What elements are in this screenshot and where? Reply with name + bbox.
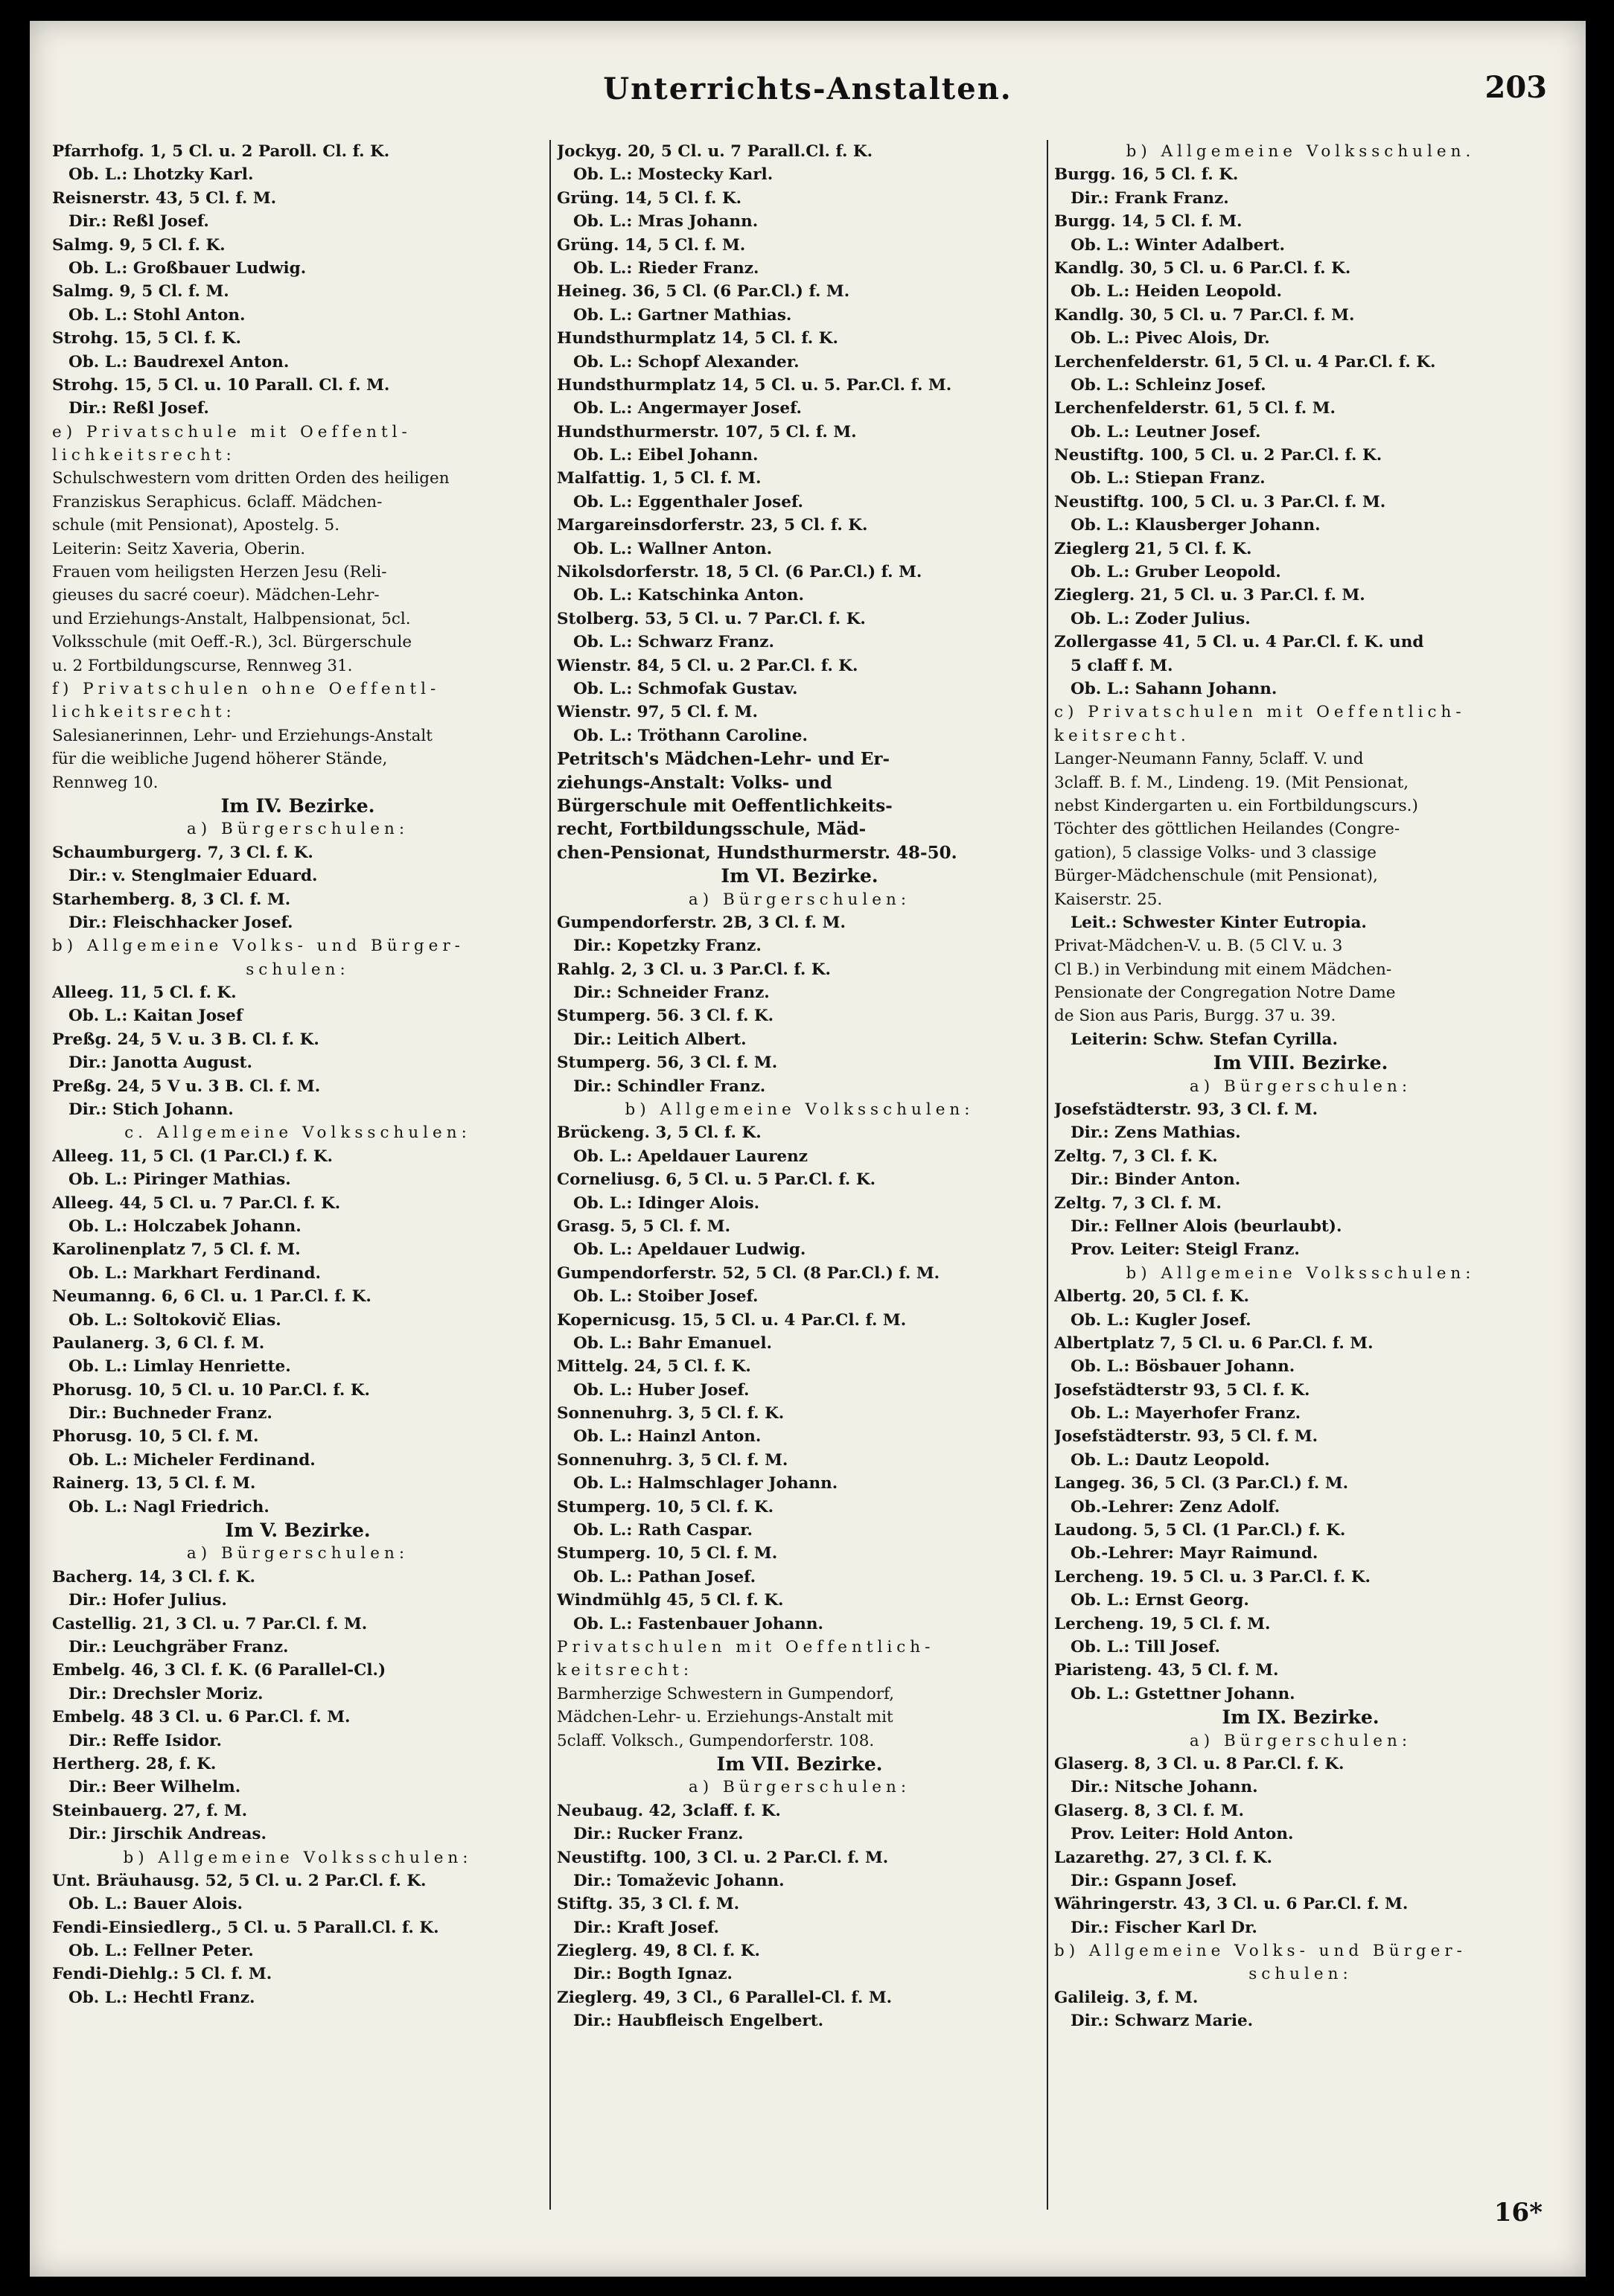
entry-line: gieuses du sacré coeur). Mädchen-Lehr-: [52, 586, 380, 605]
entry-line: Dir.: Buchneder Franz.: [68, 1404, 272, 1423]
entry-line: Dir.: Frank Franz.: [1071, 188, 1229, 208]
entry-line: Dir.: Nitsche Johann.: [1071, 1778, 1258, 1797]
entry-line: Unt. Bräuhausg. 52, 5 Cl. u. 2 Par.Cl. f. K.: [52, 1871, 427, 1890]
entry-line: u. 2 Fortbildungscurse, Rennweg 31.: [52, 656, 353, 675]
entry-line: Rahlg. 2, 3 Cl. u. 3 Par.Cl. f. K.: [557, 960, 831, 979]
section-heading: schulen:: [1248, 1965, 1353, 1984]
entry-line: Ob. L.: Gstettner Johann.: [1071, 1684, 1295, 1703]
entry-line: und Erziehungs-Anstalt, Halbpensionat, 5cl.: [52, 609, 411, 628]
entry-line: Galileig. 3, f. M.: [1054, 1988, 1199, 2007]
entry-line: Ob. L.: Rath Caspar.: [573, 1521, 753, 1540]
entry-line: Ob. L.: Till Josef.: [1071, 1638, 1221, 1656]
entry-line: Grüng. 14, 5 Cl. f. M.: [557, 235, 746, 255]
entry-line: Dir.: Beer Wilhelm.: [68, 1778, 241, 1797]
entry-line: Ob. L.: Halmschlager Johann.: [573, 1474, 838, 1493]
entry-line: Gumpendorferstr. 52, 5 Cl. (8 Par.Cl.) f. M.: [557, 1263, 940, 1283]
entry-line: Bacherg. 14, 3 Cl. f. K.: [52, 1567, 256, 1587]
entry-line: Pfarrhofg. 1, 5 Cl. u. 2 Paroll. Cl. f. K.: [52, 142, 390, 161]
entry-line: Dir.: Zens Mathias.: [1071, 1123, 1241, 1143]
entry-line: Wienstr. 84, 5 Cl. u. 2 Par.Cl. f. K.: [557, 656, 858, 675]
entry-line: Ob. L.: Katschinka Anton.: [573, 586, 804, 605]
section-heading: c. Allgemeine Volksschulen:: [124, 1123, 471, 1143]
entry-line: Ob. L.: Mayerhofer Franz.: [1071, 1404, 1301, 1423]
entry-line: Ob. L.: Stoiber Josef.: [573, 1287, 759, 1307]
entry-line: Grasg. 5, 5 Cl. f. M.: [557, 1216, 731, 1236]
section-heading: b) Allgemeine Volksschulen.: [1126, 142, 1476, 161]
entry-line: ziehungs-Anstalt: Volks- und: [557, 772, 832, 793]
entry-line: Volksschule (mit Oeff.-R.), 3cl. Bürgerschule: [52, 633, 412, 652]
entry-line: Ob. L.: Soltokovič Elias.: [68, 1310, 281, 1330]
entry-line: Töchter des göttlichen Heilandes (Congre-: [1054, 820, 1400, 839]
entry-line: Alleeg. 44, 5 Cl. u. 7 Par.Cl. f. K.: [52, 1193, 341, 1213]
section-heading: b) Allgemeine Volksschulen:: [123, 1848, 473, 1867]
entry-line: Ob. L.: Dautz Leopold.: [1071, 1450, 1270, 1470]
entry-line: Ob. L.: Gartner Mathias.: [573, 305, 792, 325]
section-heading: b) Allgemeine Volks- und Bürger-: [1054, 1942, 1467, 1961]
entry-line: Barmherzige Schwestern in Gumpendorf,: [557, 1684, 895, 1703]
entry-line: Zieglerg. 21, 5 Cl. u. 3 Par.Cl. f. M.: [1054, 586, 1365, 605]
entry-line: Steinbauerg. 27, f. M.: [52, 1801, 248, 1820]
entry-line: Albertg. 20, 5 Cl. f. K.: [1054, 1287, 1250, 1307]
entry-line: Dir.: Binder Anton.: [1071, 1170, 1241, 1190]
entry-line: Ob. L.: Hechtl Franz.: [68, 1988, 255, 2007]
entry-line: Neustiftg. 100, 5 Cl. u. 3 Par.Cl. f. M.: [1054, 492, 1386, 511]
entry-line: Sonnenuhrg. 3, 5 Cl. f. M.: [557, 1450, 788, 1470]
column-1: [52, 140, 543, 2210]
entry-line: Lerchenfelderstr. 61, 5 Cl. f. M.: [1054, 399, 1336, 418]
entry-line: Corneliusg. 6, 5 Cl. u. 5 Par.Cl. f. K.: [557, 1170, 876, 1190]
entry-line: Paulanerg. 3, 6 Cl. f. M.: [52, 1333, 265, 1353]
entry-line: Ob. L.: Pivec Alois, Dr.: [1071, 329, 1270, 348]
entry-line: Lercheng. 19, 5 Cl. f. M.: [1054, 1614, 1271, 1633]
entry-line: Piaristeng. 43, 5 Cl. f. M.: [1054, 1661, 1279, 1680]
entry-line: Salmg. 9, 5 Cl. f. K.: [52, 235, 226, 255]
entry-line: Josefstädterstr. 93, 3 Cl. f. M.: [1054, 1100, 1318, 1120]
section-heading: keitsrecht:: [557, 1661, 694, 1680]
section-heading: a) Bürgerschulen:: [1189, 1731, 1412, 1750]
entry-line: Ob. L.: Winter Adalbert.: [1071, 235, 1286, 255]
entry-line: Dir.: Drechsler Moriz.: [68, 1684, 264, 1703]
entry-line: Ob. L.: Micheler Ferdinand.: [68, 1450, 316, 1470]
entry-line: Ob. L.: Wallner Anton.: [573, 539, 773, 558]
entry-line: Pensionate der Congregation Notre Dame: [1054, 983, 1396, 1003]
entry-line: Laudong. 5, 5 Cl. (1 Par.Cl.) f. K.: [1054, 1521, 1346, 1540]
entry-line: Dir.: Schneider Franz.: [573, 983, 770, 1003]
entry-line: Ob. L.: Markhart Ferdinand.: [68, 1263, 322, 1283]
entry-line: Zieglerg 21, 5 Cl. f. K.: [1054, 539, 1252, 558]
entry-line: Ob. L.: Bahr Emanuel.: [573, 1333, 772, 1353]
entry-line: Dir.: Gspann Josef.: [1071, 1871, 1237, 1890]
entry-line: Ob. L.: Huber Josef.: [573, 1380, 750, 1400]
entry-line: Ob. L.: Schwarz Franz.: [573, 633, 774, 652]
entry-line: Ob. L.: Eggenthaler Josef.: [573, 492, 803, 511]
entry-line: Burgg. 14, 5 Cl. f. M.: [1054, 212, 1243, 232]
entry-line: Ob. L.: Nagl Friedrich.: [68, 1497, 269, 1517]
entry-line: Ob. L.: Klausberger Johann.: [1071, 516, 1321, 535]
entry-line: Ob. L.: Mras Johann.: [573, 212, 759, 232]
entry-line: Franziskus Seraphicus. 6claff. Mädchen-: [52, 492, 383, 511]
section-heading: a) Bürgerschulen:: [688, 1778, 911, 1797]
entry-line: Ob. L.: Kugler Josef.: [1071, 1310, 1251, 1330]
entry-line: Castellig. 21, 3 Cl. u. 7 Par.Cl. f. M.: [52, 1614, 368, 1633]
entry-line: Heineg. 36, 5 Cl. (6 Par.Cl.) f. M.: [557, 282, 850, 302]
entry-line: Lerchenfelderstr. 61, 5 Cl. u. 4 Par.Cl. f. K.: [1054, 352, 1436, 371]
entry-line: Frauen vom heiligsten Herzen Jesu (Reli-: [52, 563, 387, 582]
entry-line: Ob. L.: Schmofak Gustav.: [573, 679, 798, 698]
entry-line: Ob. L.: Bauer Alois.: [68, 1895, 243, 1914]
entry-line: Dir.: Fleischhacker Josef.: [68, 913, 293, 932]
column-3: [1047, 140, 1547, 2210]
entry-line: Gumpendorferstr. 2B, 3 Cl. f. M.: [557, 913, 846, 932]
entry-line: Zeltg. 7, 3 Cl. f. M.: [1054, 1193, 1222, 1213]
entry-line: Ob. L.: Sahann Johann.: [1071, 679, 1278, 698]
entry-line: Neubaug. 42, 3claff. f. K.: [557, 1801, 781, 1820]
entry-line: Salesianerinnen, Lehr- und Erziehungs-Anstalt: [52, 726, 433, 745]
section-heading: f) Privatschulen ohne Oeffentl-: [52, 679, 441, 698]
district-heading: Im VIII. Bezirke.: [1213, 1052, 1388, 1074]
section-heading: b) Allgemeine Volks- und Bürger-: [52, 937, 465, 956]
district-heading: Im VI. Bezirke.: [721, 865, 878, 887]
entry-line: Margareinsdorferstr. 23, 5 Cl. f. K.: [557, 516, 868, 535]
section-heading: Privatschulen mit Oeffentlich-: [557, 1638, 935, 1656]
entry-line: Brückeng. 3, 5 Cl. f. K.: [557, 1123, 762, 1143]
entry-line: Ob. L.: Mostecky Karl.: [573, 165, 773, 185]
entry-line: Schaumburgerg. 7, 3 Cl. f. K.: [52, 843, 313, 862]
entry-line: Kaiserstr. 25.: [1054, 890, 1163, 909]
entry-line: Malfattig. 1, 5 Cl. f. M.: [557, 469, 762, 488]
entry-line: nebst Kindergarten u. ein Fortbildungscurs.): [1054, 796, 1418, 815]
entry-line: Ob. L.: Holczabek Johann.: [68, 1216, 302, 1236]
entry-line: Kopernicusg. 15, 5 Cl. u. 4 Par.Cl. f. M.: [557, 1310, 907, 1330]
entry-line: Ob. L.: Pathan Josef.: [573, 1567, 756, 1587]
entry-line: Embelg. 48 3 Cl. u. 6 Par.Cl. f. M.: [52, 1708, 351, 1727]
section-heading: lichkeitsrecht:: [52, 446, 236, 465]
entry-line: Ob. L.: Angermayer Josef.: [573, 399, 803, 418]
entry-line: Dir.: Hofer Julius.: [68, 1591, 227, 1610]
entry-line: Jockyg. 20, 5 Cl. u. 7 Parall.Cl. f. K.: [557, 142, 873, 161]
entry-line: Fendi-Diehlg.: 5 Cl. f. M.: [52, 1965, 272, 1984]
column-2: [549, 140, 1042, 2210]
entry-line: Mädchen-Lehr- u. Erziehungs-Anstalt mit: [557, 1708, 893, 1727]
page-title: Unterrichts-Anstalten.: [603, 71, 1012, 106]
page-number: 203: [1484, 70, 1547, 105]
entry-line: Hertherg. 28, f. K.: [52, 1754, 217, 1773]
entry-line: Dir.: Jirschik Andreas.: [68, 1825, 267, 1844]
entry-line: Zeltg. 7, 3 Cl. f. K.: [1054, 1147, 1218, 1166]
entry-line: chen-Pensionat, Hundsthurmerstr. 48-50.: [557, 842, 957, 863]
entry-line: Dir.: Schindler Franz.: [573, 1077, 766, 1096]
entry-line: Dir.: Reffe Isidor.: [68, 1731, 222, 1750]
entry-line: Langeg. 36, 5 Cl. (3 Par.Cl.) f. M.: [1054, 1474, 1349, 1493]
entry-line: Kandlg. 30, 5 Cl. u. 7 Par.Cl. f. M.: [1054, 305, 1355, 325]
entry-line: Embelg. 46, 3 Cl. f. K. (6 Parallel-Cl.): [52, 1661, 386, 1680]
entry-line: Grüng. 14, 5 Cl. f. K.: [557, 188, 742, 208]
entry-line: Hundsthurmplatz 14, 5 Cl. f. K.: [557, 329, 838, 348]
entry-line: Dir.: Schwarz Marie.: [1071, 2012, 1254, 2031]
entry-line: Josefstädterstr 93, 5 Cl. f. K.: [1054, 1380, 1310, 1400]
entry-line: Hundsthurmplatz 14, 5 Cl. u. 5. Par.Cl. f. M.: [557, 375, 952, 395]
entry-line: Ob. L.: Idinger Alois.: [573, 1193, 760, 1213]
entry-line: Dir.: Haubfleisch Engelbert.: [573, 2012, 824, 2031]
entry-line: Dir.: Stich Johann.: [68, 1100, 234, 1120]
entry-line: Petritsch's Mädchen-Lehr- und Er-: [557, 749, 890, 770]
entry-line: Cl B.) in Verbindung mit einem Mädchen-: [1054, 960, 1392, 979]
entry-line: Fendi-Einsiedlerg., 5 Cl. u. 5 Parall.Cl. f. K.: [52, 1918, 439, 1937]
entry-line: Zieglerg. 49, 3 Cl., 6 Parallel-Cl. f. M.: [557, 1988, 893, 2007]
entry-line: Nikolsdorferstr. 18, 5 Cl. (6 Par.Cl.) f. M.: [557, 563, 922, 582]
document-page: [30, 21, 1586, 2277]
section-heading: schulen:: [246, 960, 350, 979]
entry-line: Ob. L.: Schleinz Josef.: [1071, 375, 1266, 395]
entry-line: Mittelg. 24, 5 Cl. f. K.: [557, 1357, 751, 1377]
entry-line: Ob. L.: Gruber Leopold.: [1071, 563, 1281, 582]
entry-line: Dir.: Tomaževic Johann.: [573, 1871, 785, 1890]
entry-line: Lercheng. 19. 5 Cl. u. 3 Par.Cl. f. K.: [1054, 1567, 1371, 1587]
entry-line: Ob. L.: Fastenbauer Johann.: [573, 1614, 824, 1633]
district-heading: Im IV. Bezirke.: [220, 794, 375, 817]
entry-line: Rainerg. 13, 5 Cl. f. M.: [52, 1474, 256, 1493]
entry-line: Burgg. 16, 5 Cl. f. K.: [1054, 165, 1239, 185]
entry-line: Windmühlg 45, 5 Cl. f. K.: [557, 1591, 784, 1610]
entry-line: Prov. Leiter: Hold Anton.: [1071, 1825, 1294, 1844]
entry-line: Ob. L.: Hainzl Anton.: [573, 1427, 762, 1447]
entry-line: Ob. L.: Limlay Henriette.: [68, 1357, 291, 1377]
entry-line: Alleeg. 11, 5 Cl. (1 Par.Cl.) f. K.: [52, 1147, 333, 1166]
entry-line: Langer-Neumann Fanny, 5claff. V. und: [1054, 750, 1364, 769]
signature-mark: 16*: [1493, 2198, 1543, 2228]
entry-line: Ob. L.: Baudrexel Anton.: [68, 352, 290, 371]
entry-line: Stiftg. 35, 3 Cl. f. M.: [557, 1895, 740, 1914]
section-heading: a) Bürgerschulen:: [186, 820, 409, 839]
entry-line: Ob. L.: Bösbauer Johann.: [1071, 1357, 1295, 1377]
entry-line: 3claff. B. f. M., Lindeng. 19. (Mit Pensionat,: [1054, 773, 1409, 792]
entry-line: Dir.: Rucker Franz.: [573, 1825, 744, 1844]
entry-line: Dir.: Janotta August.: [68, 1053, 252, 1073]
entry-line: Neumanng. 6, 6 Cl. u. 1 Par.Cl. f. K.: [52, 1287, 371, 1307]
entry-line: Zollergasse 41, 5 Cl. u. 4 Par.Cl. f. K. und: [1054, 633, 1424, 652]
entry-line: Dir.: Reßl Josef.: [68, 212, 209, 232]
entry-line: Stumperg. 56. 3 Cl. f. K.: [557, 1007, 774, 1026]
entry-line: Reisnerstr. 43, 5 Cl. f. M.: [52, 188, 277, 208]
entry-line: Glaserg. 8, 3 Cl. u. 8 Par.Cl. f. K.: [1054, 1754, 1345, 1773]
entry-line: Sonnenuhrg. 3, 5 Cl. f. K.: [557, 1404, 785, 1423]
entry-line: Dir.: Bogth Ignaz.: [573, 1965, 733, 1984]
section-heading: b) Allgemeine Volksschulen:: [625, 1100, 975, 1120]
entry-line: Ob. L.: Heiden Leopold.: [1071, 282, 1282, 302]
section-heading: e) Privatschule mit Oeffentl-: [52, 422, 412, 441]
entry-line: Phorusg. 10, 5 Cl. u. 10 Par.Cl. f. K.: [52, 1380, 371, 1400]
entry-line: Ob. L.: Schopf Alexander.: [573, 352, 800, 371]
entry-line: Ob. L.: Stiepan Franz.: [1071, 469, 1266, 488]
entry-line: Phorusg. 10, 5 Cl. f. M.: [52, 1427, 259, 1447]
entry-line: Ob. L.: Stohl Anton.: [68, 305, 246, 325]
entry-line: Kandlg. 30, 5 Cl. u. 6 Par.Cl. f. K.: [1054, 258, 1351, 278]
entry-line: Ob. L.: Zoder Julius.: [1071, 609, 1251, 628]
entry-line: Alleeg. 11, 5 Cl. f. K.: [52, 983, 237, 1003]
entry-line: Bürgerschule mit Oeffentlichkeits-: [557, 795, 893, 816]
entry-line: Ob.-Lehrer: Zenz Adolf.: [1071, 1497, 1280, 1517]
entry-line: Lazarethg. 27, 3 Cl. f. K.: [1054, 1848, 1272, 1867]
entry-line: Ob. L.: Apeldauer Ludwig.: [573, 1240, 806, 1260]
entry-line: Albertplatz 7, 5 Cl. u. 6 Par.Cl. f. M.: [1054, 1333, 1374, 1353]
entry-line: Dir.: Reßl Josef.: [68, 399, 209, 418]
entry-line: Hundsthurmerstr. 107, 5 Cl. f. M.: [557, 422, 857, 441]
section-heading: a) Bürgerschulen:: [688, 890, 911, 909]
entry-line: Stumperg. 10, 5 Cl. f. K.: [557, 1497, 774, 1517]
entry-line: de Sion aus Paris, Burgg. 37 u. 39.: [1054, 1007, 1336, 1026]
entry-line: recht, Fortbildungsschule, Mäd-: [557, 819, 867, 840]
entry-line: Ob. L.: Großbauer Ludwig.: [68, 258, 307, 278]
entry-line: Preßg. 24, 5 V u. 3 B. Cl. f. M.: [52, 1077, 321, 1096]
entry-line: Josefstädterstr. 93, 5 Cl. f. M.: [1054, 1427, 1318, 1447]
entry-line: Strohg. 15, 5 Cl. f. K.: [52, 329, 241, 348]
entry-line: Leit.: Schwester Kinter Eutropia.: [1071, 913, 1367, 932]
section-heading: c) Privatschulen mit Oeffentlich-: [1054, 703, 1466, 722]
entry-line: Ob. L.: Tröthann Caroline.: [573, 726, 808, 745]
entry-line: Salmg. 9, 5 Cl. f. M.: [52, 282, 229, 302]
entry-line: Ob. L.: Ernst Georg.: [1071, 1591, 1249, 1610]
entry-line: Ob. L.: Apeldauer Laurenz: [573, 1147, 808, 1166]
entry-line: Neustiftg. 100, 5 Cl. u. 2 Par.Cl. f. K.: [1054, 446, 1382, 465]
entry-line: Leiterin: Seitz Xaveria, Oberin.: [52, 539, 306, 558]
entry-line: Neustiftg. 100, 3 Cl. u. 2 Par.Cl. f. M.: [557, 1848, 889, 1867]
entry-line: 5claff. Volksch., Gumpendorferstr. 108.: [557, 1731, 875, 1750]
entry-line: schule (mit Pensionat), Apostelg. 5.: [52, 516, 340, 535]
entry-line: Stumperg. 10, 5 Cl. f. M.: [557, 1544, 778, 1563]
section-heading: a) Bürgerschulen:: [186, 1544, 409, 1563]
entry-line: Ob. L.: Piringer Mathias.: [68, 1170, 291, 1190]
district-heading: Im V. Bezirke.: [225, 1519, 371, 1542]
entry-line: Ob. L.: Rieder Franz.: [573, 258, 759, 278]
entry-line: Karolinenplatz 7, 5 Cl. f. M.: [52, 1240, 301, 1260]
entry-line: Ob. L.: Kaitan Josef: [68, 1007, 243, 1026]
district-heading: Im IX. Bezirke.: [1222, 1706, 1379, 1729]
section-heading: a) Bürgerschulen:: [1189, 1077, 1412, 1096]
entry-line: Ob. L.: Leutner Josef.: [1071, 422, 1261, 441]
entry-line: Glaserg. 8, 3 Cl. f. M.: [1054, 1801, 1244, 1820]
entry-line: Schulschwestern vom dritten Orden des heiligen: [52, 469, 450, 488]
entry-line: Prov. Leiter: Steigl Franz.: [1071, 1240, 1300, 1260]
entry-line: Zieglerg. 49, 8 Cl. f. K.: [557, 1942, 760, 1961]
section-heading: b) Allgemeine Volksschulen:: [1126, 1263, 1476, 1283]
entry-line: Dir.: v. Stenglmaier Eduard.: [68, 867, 318, 886]
district-heading: Im VII. Bezirke.: [716, 1753, 883, 1775]
section-heading: keitsrecht.: [1054, 726, 1190, 745]
entry-line: Dir.: Kopetzky Franz.: [573, 937, 762, 956]
entry-line: Rennweg 10.: [52, 773, 159, 792]
entry-line: Dir.: Fischer Karl Dr.: [1071, 1918, 1257, 1937]
entry-line: Privat-Mädchen-V. u. B. (5 Cl V. u. 3: [1054, 937, 1343, 956]
entry-line: Preßg. 24, 5 V. u. 3 B. Cl. f. K.: [52, 1030, 319, 1049]
entry-line: für die weibliche Jugend höherer Stände,: [52, 750, 388, 769]
entry-line: Bürger-Mädchenschule (mit Pensionat),: [1054, 867, 1378, 886]
entry-line: 5 claff f. M.: [1071, 656, 1173, 675]
entry-line: Dir.: Fellner Alois (beurlaubt).: [1071, 1216, 1342, 1236]
entry-line: Wienstr. 97, 5 Cl. f. M.: [557, 703, 758, 722]
entry-line: Ob. L.: Lhotzky Karl.: [68, 165, 254, 185]
entry-line: Ob. L.: Fellner Peter.: [68, 1942, 254, 1961]
entry-line: Leiterin: Schw. Stefan Cyrilla.: [1071, 1030, 1338, 1049]
entry-line: Strohg. 15, 5 Cl. u. 10 Parall. Cl. f. M.: [52, 375, 390, 395]
entry-line: Dir.: Leuchgräber Franz.: [68, 1638, 289, 1656]
entry-line: Währingerstr. 43, 3 Cl. u. 6 Par.Cl. f. M.: [1054, 1895, 1409, 1914]
entry-line: Stolberg. 53, 5 Cl. u. 7 Par.Cl. f. K.: [557, 609, 866, 628]
entry-line: Ob.-Lehrer: Mayr Raimund.: [1071, 1544, 1318, 1563]
entry-line: Dir.: Kraft Josef.: [573, 1918, 719, 1937]
entry-line: Starhemberg. 8, 3 Cl. f. M.: [52, 890, 291, 909]
entry-line: Dir.: Leitich Albert.: [573, 1030, 747, 1049]
entry-line: Stumperg. 56, 3 Cl. f. M.: [557, 1053, 778, 1073]
entry-line: gation), 5 classige Volks- und 3 classige: [1054, 843, 1377, 862]
section-heading: lichkeitsrecht:: [52, 703, 236, 722]
entry-line: Ob. L.: Eibel Johann.: [573, 446, 759, 465]
